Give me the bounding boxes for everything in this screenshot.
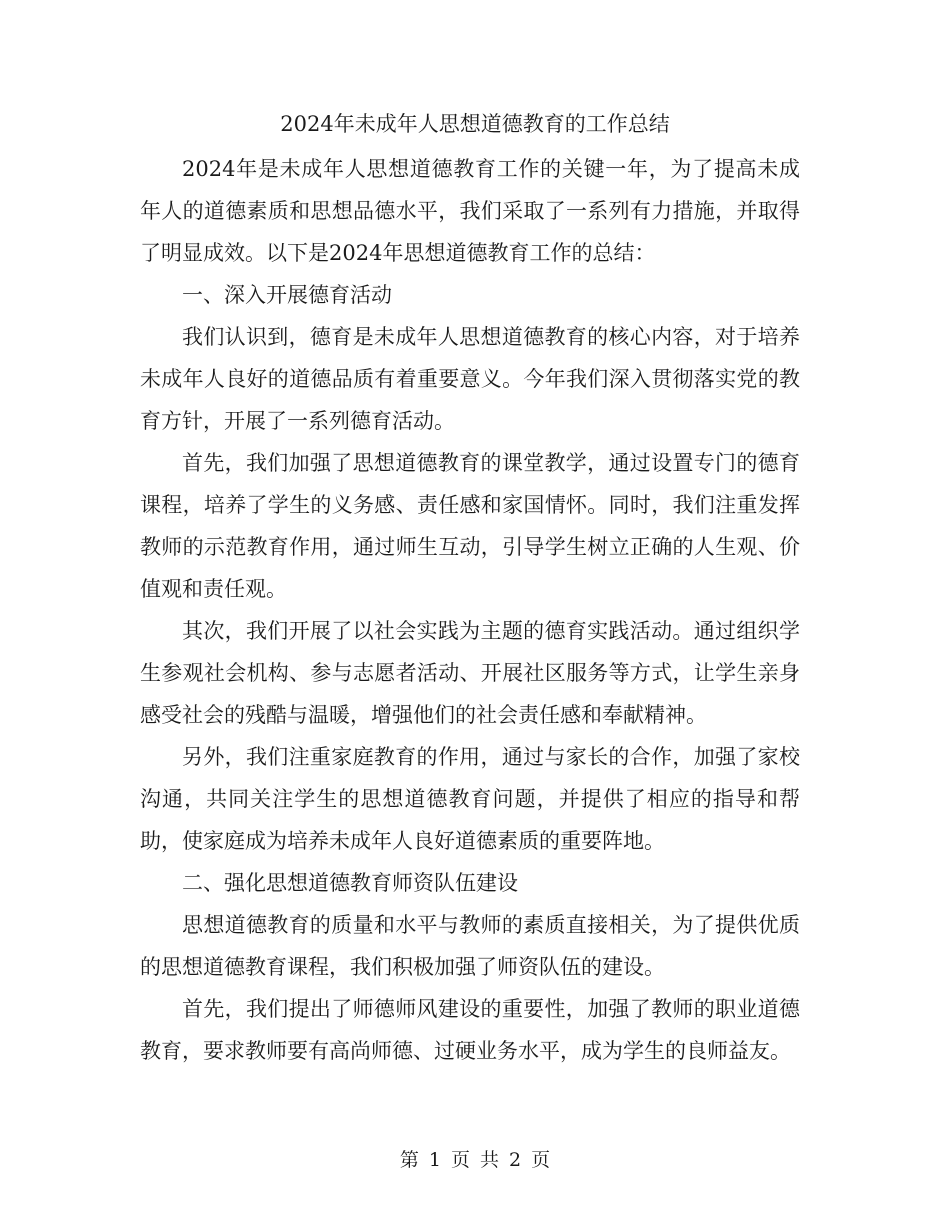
body-paragraph: 另外，我们注重家庭教育的作用，通过与家长的合作，加强了家校沟通，共同关注学生的思想道德教育问题，并提供了相应的指导和帮助，使家庭成为培养未成年人良好道德素质的重要阵地。: [140, 745, 800, 853]
page-number-footer: 第 1 页 共 2 页: [399, 1149, 551, 1171]
body-paragraph: 首先，我们加强了思想道德教育的课堂教学，通过设置专门的德育课程，培养了学生的义务感、责任感和家国情怀。同时，我们注重发挥教师的示范教育作用，通过师生互动，引导学生树立正确的人生观、价值观和责任观。: [140, 451, 800, 601]
section-heading-1: 一、深入开展德育活动: [182, 283, 392, 307]
body-paragraph: 首先，我们提出了师德师风建设的重要性，加强了教师的职业道德教育，要求教师要有高尚师德、过硬业务水平，成为学生的良师益友。: [140, 997, 800, 1063]
body-paragraph: 思想道德教育的质量和水平与教师的素质直接相关，为了提供优质的思想道德教育课程，我们积极加强了师资队伍的建设。: [140, 913, 800, 979]
body-paragraph: 我们认识到，德育是未成年人思想道德教育的核心内容，对于培养未成年人良好的道德品质有着重要意义。今年我们深入贯彻落实党的教育方针，开展了一系列德育活动。: [140, 325, 800, 433]
body-paragraph: 其次，我们开展了以社会实践为主题的德育实践活动。通过组织学生参观社会机构、参与志愿者活动、开展社区服务等方式，让学生亲身感受社会的残酷与温暖，增强他们的社会责任感和奉献精神。: [140, 619, 800, 727]
section-heading-2: 二、强化思想道德教育师资队伍建设: [182, 871, 518, 895]
document-title: 2024年未成年人思想道德教育的工作总结: [280, 112, 670, 136]
intro-paragraph: 2024年是未成年人思想道德教育工作的关键一年，为了提高未成年人的道德素质和思想品德水平，我们采取了一系列有力措施，并取得了明显成效。以下是2024年思想道德教育工作的总结：: [140, 157, 800, 265]
document-body: [140, 148, 800, 1072]
